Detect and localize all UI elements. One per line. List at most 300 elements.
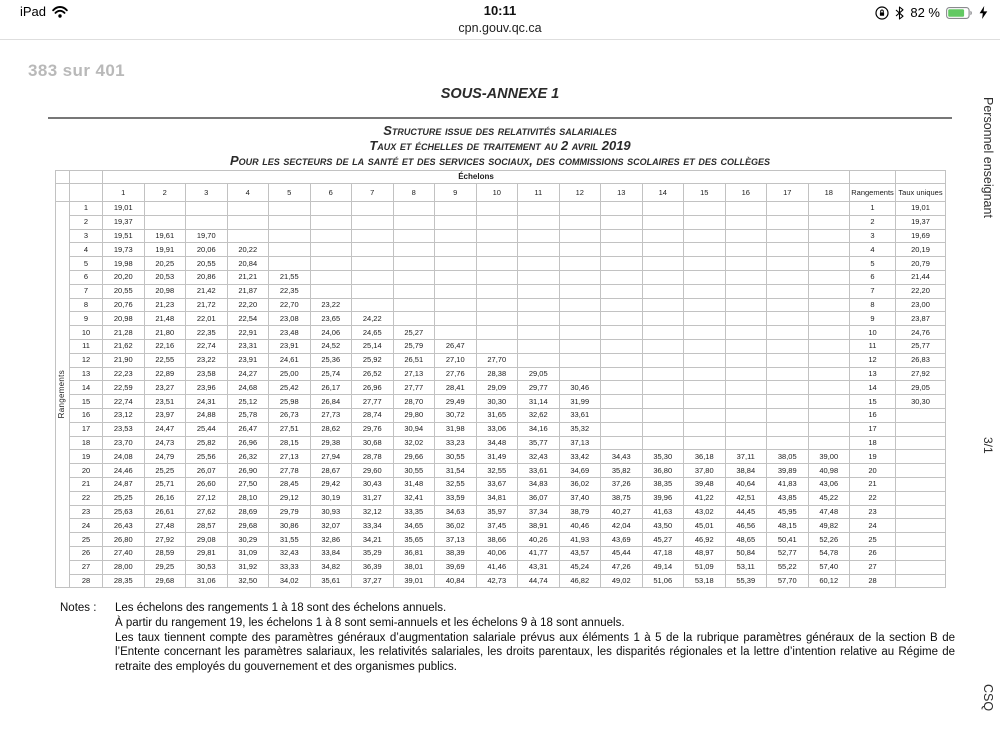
rate-cell: 51,09 [684,560,726,574]
rangement-number-cell-right: 7 [850,284,896,298]
rate-cell [310,284,352,298]
rate-cell [393,312,435,326]
rate-cell: 24,68 [227,381,269,395]
rate-cell: 42,04 [601,519,643,533]
rate-cell: 26,60 [186,477,228,491]
rate-cell [476,284,518,298]
doc-subtitle-1: Structure issue des relativités salariales [383,123,617,138]
rate-cell [227,202,269,216]
echelon-col-header: 11 [518,184,560,202]
rate-cell: 22,59 [103,381,145,395]
rate-cell: 43,31 [518,560,560,574]
rate-cell: 27,77 [352,395,394,409]
rate-cell: 25,63 [103,505,145,519]
rate-cell: 41,77 [518,546,560,560]
table-row [56,312,946,326]
rate-cell [352,284,394,298]
rate-cell [601,436,643,450]
taux-unique-cell: 25,77 [896,339,946,353]
rangement-number-cell-right: 6 [850,270,896,284]
taux-unique-cell: 19,37 [896,215,946,229]
rangement-number-cell: 17 [70,422,103,436]
rate-cell: 31,06 [186,574,228,588]
rate-cell: 40,64 [725,477,767,491]
rate-cell: 27,78 [269,464,311,478]
rate-cell: 51,06 [642,574,684,588]
rate-cell: 32,43 [518,450,560,464]
rangement-number-cell: 13 [70,367,103,381]
rate-cell: 29,25 [144,560,186,574]
rate-cell: 29,77 [518,381,560,395]
rate-cell [518,229,560,243]
rate-cell: 38,39 [435,546,477,560]
rate-cell: 47,48 [808,505,850,519]
rate-cell [725,257,767,271]
rate-cell [767,326,809,340]
rate-cell: 29,66 [393,450,435,464]
taux-unique-cell [896,533,946,547]
table-row [56,339,946,353]
rate-cell [725,408,767,422]
taux-unique-cell: 29,05 [896,381,946,395]
rate-cell: 23,22 [310,298,352,312]
rangements-col-header: Rangements [850,184,896,202]
rate-cell: 25,79 [393,339,435,353]
rate-cell: 26,47 [227,422,269,436]
rate-cell [767,202,809,216]
rate-cell [642,284,684,298]
rangement-number-cell: 11 [70,339,103,353]
rate-cell: 45,95 [767,505,809,519]
rate-cell: 30,55 [393,464,435,478]
rate-cell: 34,16 [518,422,560,436]
rate-cell: 20,86 [186,270,228,284]
rate-cell: 37,80 [684,464,726,478]
rate-cell [725,326,767,340]
rate-cell: 47,26 [601,560,643,574]
rate-cell [642,367,684,381]
rate-cell [767,381,809,395]
rate-cell: 24,87 [103,477,145,491]
rate-cell: 25,82 [186,436,228,450]
rate-cell: 32,86 [310,533,352,547]
rate-cell: 26,32 [227,450,269,464]
rate-cell: 37,13 [559,436,601,450]
rate-cell: 29,38 [310,436,352,450]
rangement-number-cell-right: 10 [850,326,896,340]
rangement-number-cell-right: 13 [850,367,896,381]
rate-cell: 21,90 [103,353,145,367]
rate-cell: 25,92 [352,353,394,367]
taux-unique-cell [896,519,946,533]
rate-cell: 25,71 [144,477,186,491]
rate-cell [559,243,601,257]
rate-cell: 23,27 [144,381,186,395]
rate-cell: 33,23 [435,436,477,450]
taux-uniques-col-header: Taux uniques [896,184,946,202]
rate-cell [435,326,477,340]
rate-cell: 26,47 [435,339,477,353]
rate-cell: 55,39 [725,574,767,588]
rate-cell: 35,32 [559,422,601,436]
rate-cell: 29,09 [476,381,518,395]
rate-cell [476,215,518,229]
rate-cell: 29,05 [518,367,560,381]
rate-cell: 30,55 [435,450,477,464]
rate-cell: 30,94 [393,422,435,436]
rate-cell: 20,55 [103,284,145,298]
rate-cell [435,202,477,216]
rate-cell [725,339,767,353]
rate-cell: 19,51 [103,229,145,243]
rate-cell: 33,59 [435,491,477,505]
rate-cell: 35,97 [476,505,518,519]
rate-cell [767,243,809,257]
rate-cell [642,326,684,340]
rate-cell [518,298,560,312]
rangement-number-cell: 5 [70,257,103,271]
rate-cell: 27,13 [393,367,435,381]
rate-cell: 27,76 [435,367,477,381]
rate-cell: 22,20 [227,298,269,312]
rate-cell: 37,27 [352,574,394,588]
charging-bolt-icon [979,6,988,19]
rate-cell: 29,42 [310,477,352,491]
rate-cell: 24,08 [103,450,145,464]
rate-cell: 19,61 [144,229,186,243]
header-row-echelons [56,171,946,184]
taux-unique-cell [896,505,946,519]
rate-cell: 31,92 [227,560,269,574]
rate-cell [393,202,435,216]
rate-cell: 26,43 [103,519,145,533]
rate-cell: 26,52 [352,367,394,381]
rangement-number-cell: 9 [70,312,103,326]
rate-cell [601,243,643,257]
table-row [56,395,946,409]
rate-cell [684,353,726,367]
rate-cell: 19,37 [103,215,145,229]
url-label[interactable]: cpn.gouv.qc.ca [458,21,542,35]
rate-cell: 20,98 [144,284,186,298]
rate-cell [518,215,560,229]
rate-cell [684,395,726,409]
rate-cell: 32,55 [435,477,477,491]
rate-cell [808,284,850,298]
rate-cell [601,202,643,216]
doc-subtitle-3: Pour les secteurs de la santé et des services sociaux, des commissions scolaires et des collèges [229,153,771,168]
rate-cell: 35,30 [642,450,684,464]
side-label-page-ratio: 3/1 [981,437,995,454]
rate-cell: 33,34 [352,519,394,533]
rate-cell [435,312,477,326]
rate-cell [642,229,684,243]
rate-cell: 22,35 [186,326,228,340]
rate-cell [310,202,352,216]
rate-cell [767,229,809,243]
rate-cell [642,408,684,422]
rate-cell [767,436,809,450]
status-right [875,5,988,20]
table-row [56,519,946,533]
table-row [56,284,946,298]
rate-cell [269,229,311,243]
rate-cell [393,243,435,257]
rate-cell: 28,00 [103,560,145,574]
rate-cell [310,257,352,271]
rate-cell [808,367,850,381]
rate-cell [767,312,809,326]
rate-cell: 35,29 [352,546,394,560]
rate-cell: 50,41 [767,533,809,547]
rate-cell: 45,22 [808,491,850,505]
rate-cell: 44,45 [725,505,767,519]
rangement-number-cell: 28 [70,574,103,588]
echelon-col-header: 14 [642,184,684,202]
table-row [56,367,946,381]
notes-line-1: Les échelons des rangements 1 à 18 sont des échelons annuels. [115,602,447,614]
rate-cell: 22,16 [144,339,186,353]
rangement-number-cell: 19 [70,450,103,464]
rate-cell: 30,93 [310,505,352,519]
rate-cell [725,381,767,395]
rate-cell: 24,06 [310,326,352,340]
rate-cell [808,326,850,340]
rate-cell: 30,29 [227,533,269,547]
rate-cell [808,339,850,353]
rangement-number-cell-right: 23 [850,505,896,519]
rate-cell: 23,91 [227,353,269,367]
rate-cell [559,215,601,229]
rate-cell: 22,23 [103,367,145,381]
rate-cell: 57,40 [808,560,850,574]
taux-unique-cell [896,491,946,505]
rate-cell: 28,15 [269,436,311,450]
rate-cell [476,257,518,271]
rate-cell [601,367,643,381]
rate-cell: 28,69 [227,505,269,519]
rate-cell: 31,27 [352,491,394,505]
rate-cell [435,270,477,284]
battery-percent: 82 % [910,5,940,20]
side-label-personnel-enseignant: Personnel enseignant [981,97,995,218]
rate-cell [767,257,809,271]
salary-table-wrap [55,170,946,588]
table-row [56,353,946,367]
rate-cell: 53,18 [684,574,726,588]
rate-cell: 23,70 [103,436,145,450]
notes-line-3: Les taux tiennent compte des paramètres généraux d’augmentation salariale prévus aux éléments 1 à 5 de la rubrique paramètres généraux de la section B de l’Entente concernant les paramètres salariaux, les relativités salariales, les droits parentaux, les disparités régionales et la lettre d’intention relative au Régime de retraite des employés du gouvernement et des organismes publics. [115,631,955,674]
salary-table-body [56,202,946,588]
rate-cell [518,243,560,257]
table-row [56,450,946,464]
rate-cell: 49,82 [808,519,850,533]
rate-cell: 29,12 [269,491,311,505]
rate-cell: 24,52 [310,339,352,353]
rate-cell: 39,69 [435,560,477,574]
rate-cell [310,215,352,229]
rate-cell: 39,00 [808,450,850,464]
rate-cell: 23,22 [186,353,228,367]
rate-cell [601,339,643,353]
rate-cell [642,381,684,395]
rangement-number-cell: 20 [70,464,103,478]
rate-cell: 32,07 [310,519,352,533]
rate-cell: 20,20 [103,270,145,284]
header-row-columns [56,184,946,202]
corner-cell [850,171,896,184]
table-row [56,477,946,491]
rate-cell: 26,51 [393,353,435,367]
rate-cell: 40,27 [601,505,643,519]
table-row [56,505,946,519]
rate-cell: 52,26 [808,533,850,547]
rate-cell [684,229,726,243]
rate-cell [601,270,643,284]
taux-unique-cell [896,408,946,422]
rate-cell: 40,84 [435,574,477,588]
rate-cell: 32,55 [476,464,518,478]
table-row [56,270,946,284]
rate-cell [269,202,311,216]
rate-cell: 46,82 [559,574,601,588]
rate-cell [767,270,809,284]
echelon-col-header: 9 [435,184,477,202]
rate-cell [559,367,601,381]
corner-cell [70,184,103,202]
rate-cell: 21,48 [144,312,186,326]
rate-cell: 34,63 [435,505,477,519]
rangement-number-cell: 27 [70,560,103,574]
rate-cell [601,381,643,395]
rate-cell [642,312,684,326]
echelons-header: Échelons [103,171,850,184]
rate-cell: 39,01 [393,574,435,588]
rate-cell: 40,26 [518,533,560,547]
rate-cell [642,395,684,409]
rangement-number-cell-right: 15 [850,395,896,409]
rangement-number-cell-right: 14 [850,381,896,395]
bluetooth-icon [895,6,904,20]
rate-cell: 36,80 [642,464,684,478]
rate-cell: 29,76 [352,422,394,436]
salary-table [55,170,946,588]
rate-cell [808,243,850,257]
rate-cell [601,298,643,312]
rangement-number-cell: 7 [70,284,103,298]
rangement-number-cell-right: 21 [850,477,896,491]
rate-cell [476,326,518,340]
rate-cell: 43,02 [684,505,726,519]
rate-cell: 28,41 [435,381,477,395]
rate-cell: 43,85 [767,491,809,505]
echelon-col-header: 10 [476,184,518,202]
rate-cell: 28,57 [186,519,228,533]
rate-cell: 21,21 [227,270,269,284]
rate-cell: 37,40 [559,491,601,505]
rate-cell [310,270,352,284]
rate-cell: 36,07 [518,491,560,505]
rangement-number-cell-right: 2 [850,215,896,229]
rate-cell [767,408,809,422]
rangement-number-cell-right: 3 [850,229,896,243]
rate-cell [725,270,767,284]
rate-cell: 33,61 [518,464,560,478]
rate-cell: 47,18 [642,546,684,560]
rate-cell: 32,02 [393,436,435,450]
rate-cell: 26,96 [352,381,394,395]
rate-cell [352,229,394,243]
rate-cell [352,270,394,284]
rate-cell: 25,25 [103,491,145,505]
taux-unique-cell: 23,00 [896,298,946,312]
rate-cell: 28,35 [103,574,145,588]
rate-cell [352,215,394,229]
rate-cell: 27,12 [186,491,228,505]
rate-cell: 49,14 [642,560,684,574]
rate-cell: 42,51 [725,491,767,505]
taux-unique-cell: 24,76 [896,326,946,340]
rangement-number-cell: 25 [70,533,103,547]
rate-cell [684,215,726,229]
rate-cell [393,284,435,298]
rate-cell: 35,65 [393,533,435,547]
battery-icon [946,7,973,19]
rate-cell: 21,62 [103,339,145,353]
rate-cell: 53,11 [725,560,767,574]
rate-cell: 20,25 [144,257,186,271]
rate-cell [725,312,767,326]
rate-cell: 24,61 [269,353,311,367]
rate-cell: 26,96 [227,436,269,450]
rate-cell [559,353,601,367]
rate-cell: 38,35 [642,477,684,491]
rate-cell: 22,55 [144,353,186,367]
rate-cell: 28,70 [393,395,435,409]
rate-cell [476,312,518,326]
rate-cell [767,284,809,298]
rate-cell [559,284,601,298]
rangement-number-cell-right: 25 [850,533,896,547]
rangement-number-cell-right: 1 [850,202,896,216]
rate-cell [684,270,726,284]
rate-cell: 45,27 [642,533,684,547]
rate-cell: 21,42 [186,284,228,298]
rate-cell: 20,55 [186,257,228,271]
echelon-col-header: 5 [269,184,311,202]
rate-cell [559,270,601,284]
rate-cell [518,339,560,353]
corner-cell [70,171,103,184]
rangement-number-cell: 1 [70,202,103,216]
notes-block [60,601,955,675]
rate-cell: 21,87 [227,284,269,298]
rate-cell: 27,62 [186,505,228,519]
rate-cell: 32,43 [269,546,311,560]
rate-cell [684,367,726,381]
rate-cell [435,229,477,243]
rangement-number-cell-right: 12 [850,353,896,367]
rate-cell: 30,46 [559,381,601,395]
status-center [0,0,1000,35]
notes-body [115,601,955,675]
rate-cell: 48,15 [767,519,809,533]
rate-cell: 45,01 [684,519,726,533]
rate-cell [352,202,394,216]
rate-cell [808,215,850,229]
notes-label: Notes : [60,602,97,614]
rate-cell: 29,08 [186,533,228,547]
